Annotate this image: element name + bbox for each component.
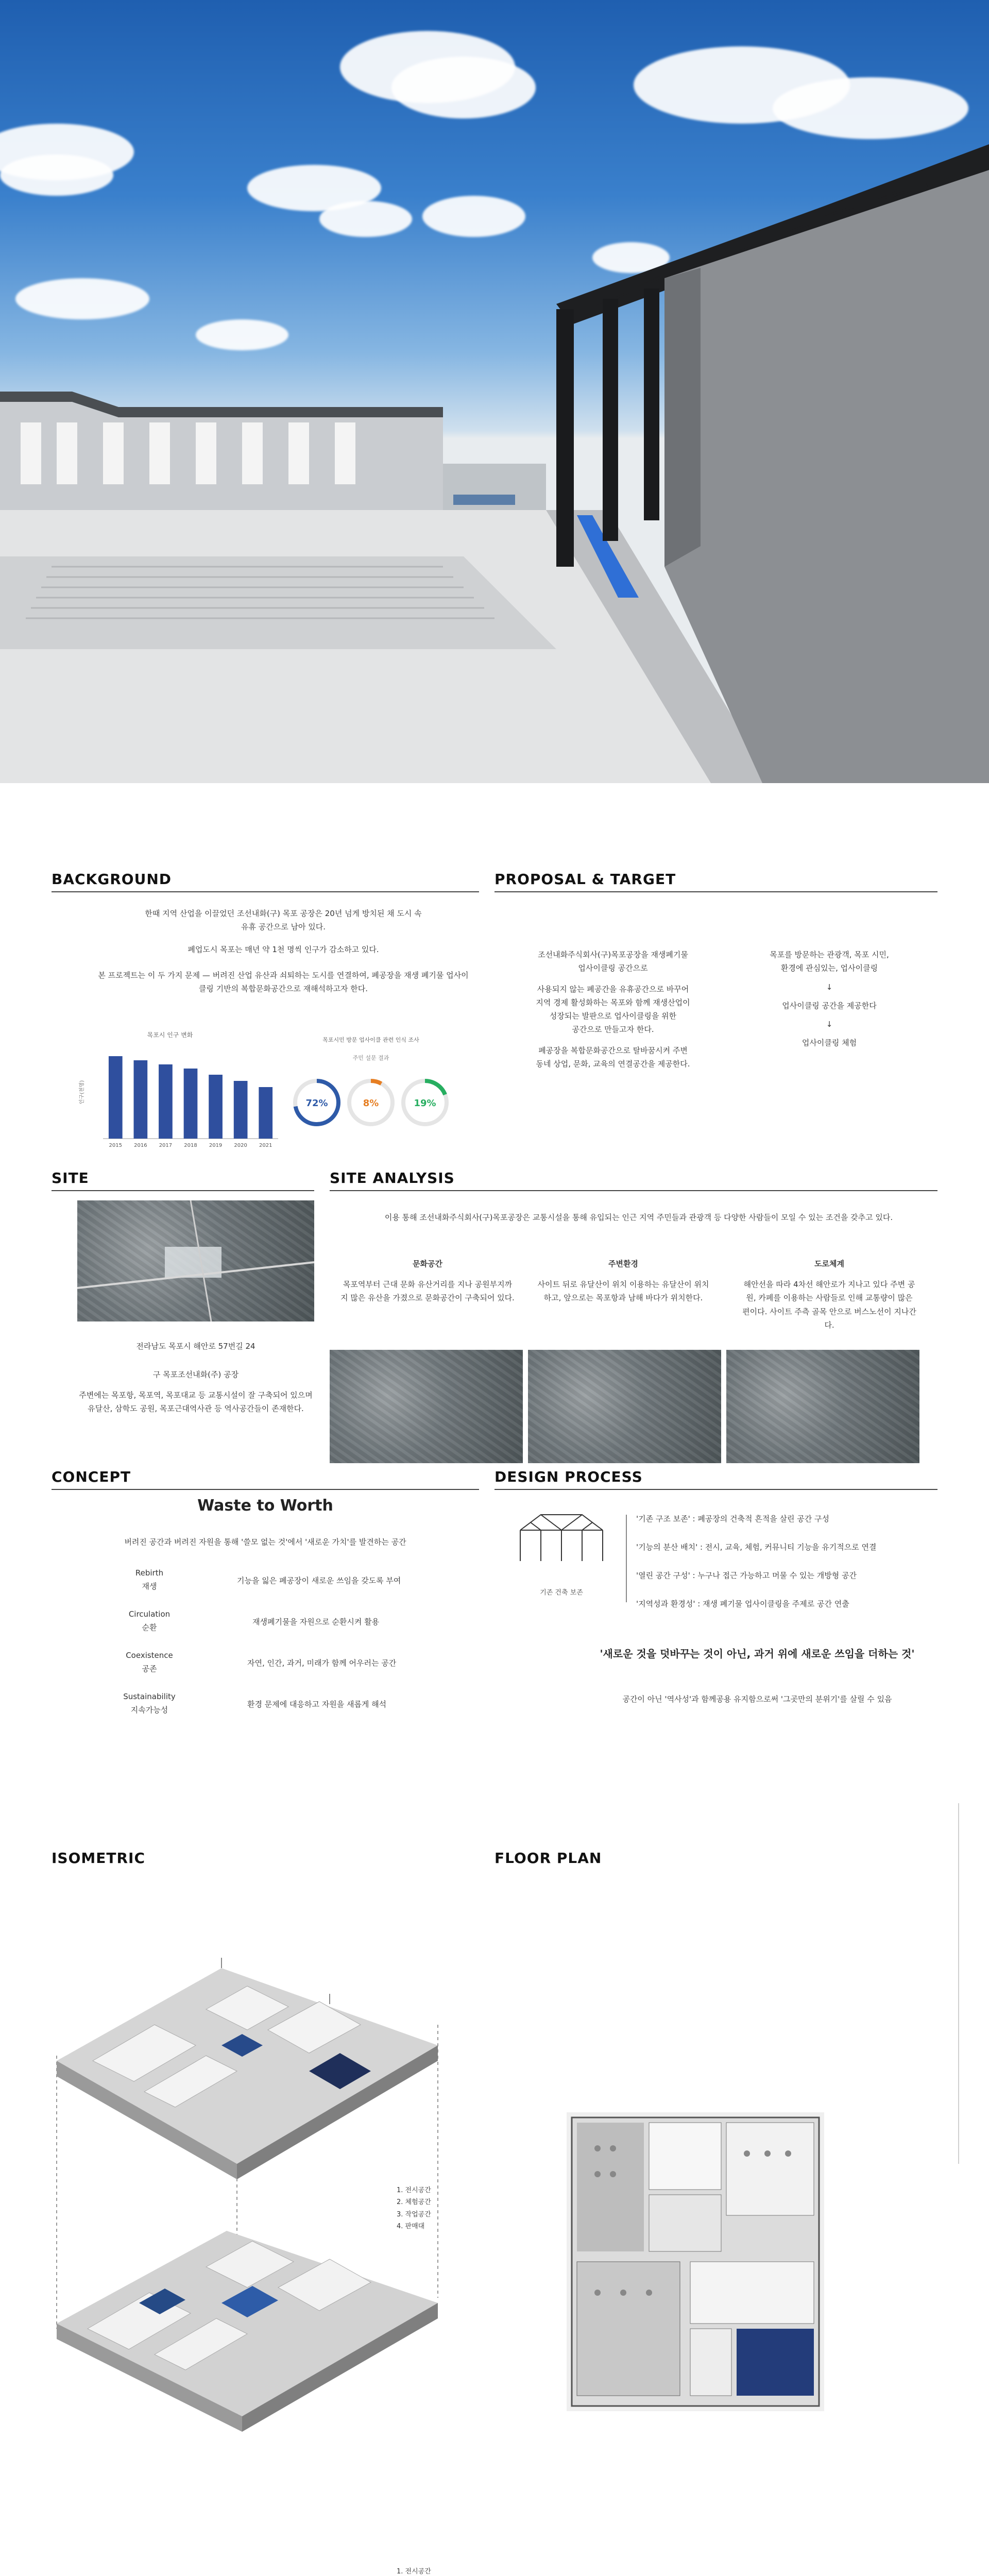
analysis-desc-culture: 목포역부터 근대 문화 유산거리를 지나 공원부지까지 많은 유산을 가졌으로 문화공간이 구축되어 있다. [340, 1280, 515, 1303]
section-title-proposal: PROPOSAL & TARGET [494, 871, 676, 888]
analysis-desc-environment: 사이트 뒤로 유달산이 위치 이용하는 유달산이 위치하고, 앞으로는 목포항과 남해 바다가 위치한다. [537, 1280, 709, 1303]
concept-key: Circulation [128, 1609, 170, 1619]
concept-subtitle: 버려진 공간과 버려진 자원을 통해 '쓸모 없는 것'에서 '새로운 가치'를 발견하는 공간 [124, 1537, 406, 1547]
target-line: 업사이클링 체험 [802, 1038, 857, 1048]
concept-key: Coexistence [126, 1651, 173, 1660]
proposal-line: 성장되는 발판으로 업사이클링을 위한 [549, 1011, 677, 1021]
diagram-label: 기존 건축 보존 [540, 1589, 583, 1597]
hero-building-scene [0, 0, 989, 783]
x-tick-label: 2016 [134, 1143, 147, 1148]
section-title-site-analysis: SITE ANALYSIS [330, 1170, 455, 1187]
concept-value-coexistence: 자연, 인간, 과거, 미래가 함께 어우러는 공간 [247, 1658, 397, 1668]
site-aerial-map [77, 1200, 314, 1321]
proposal-line: 폐공장을 복합문화공간으로 탈바꿈시켜 주변 [538, 1045, 688, 1055]
section-title-design-process: DESIGN PROCESS [494, 1468, 643, 1485]
concept-value-sustainability: 환경 문제에 대응하고 자원을 새롭게 해석 [247, 1700, 387, 1709]
section-rule [52, 1190, 314, 1191]
proposal-line: 공간으로 만들고자 한다. [572, 1025, 654, 1035]
site-address-1: 전라남도 목포시 해안로 57번길 24 [136, 1342, 255, 1351]
population-bar-chart [77, 1036, 283, 1159]
concept-key-korean: 지속가능성 [130, 1705, 168, 1715]
x-tick-label: 2017 [159, 1143, 173, 1148]
bar-chart-title: 목포시 인구 변화 [147, 1031, 193, 1039]
concept-value-rebirth: 기능을 잃은 폐공장이 새로운 쓰임을 갖도록 부여 [237, 1576, 401, 1585]
design-step-2: '기능의 분산 배치' : 전시, 교육, 체험, 커뮤니티 기능을 유기적으로 연결 [636, 1543, 877, 1552]
iso-legend-upper [397, 2184, 500, 2233]
proposal-line: 사용되지 않는 폐공간을 유휴공간으로 바꾸어 [537, 984, 689, 994]
iso-legend-lower [397, 2566, 500, 2576]
concept-key-korean: 재생 [142, 1582, 157, 1591]
concept-key-korean: 공존 [142, 1664, 157, 1674]
section-rule [330, 1190, 937, 1191]
x-tick-label: 2018 [184, 1143, 197, 1148]
analysis-map-environment [528, 1350, 721, 1463]
target-line: 환경에 관심있는, 업사이클링 [780, 963, 878, 973]
proposal-right-text [731, 948, 927, 1050]
design-step-3: '열린 공간 구성' : 누구나 접근 가능하고 머물 수 있는 개방형 공간 [636, 1571, 857, 1580]
concept-key: Rebirth [135, 1568, 164, 1578]
survey-donut-charts [288, 1072, 453, 1144]
target-line: 목포를 방문하는 관광객, 목포 시민, [770, 950, 889, 959]
concept-key-coexistence [103, 1649, 196, 1676]
proposal-line: 조선내화주식회사(구)목포공장을 재생폐기물 [538, 950, 688, 959]
concept-key-circulation [103, 1607, 196, 1635]
background-paragraph-2: 폐업도시 목포는 매년 약 1천 명씩 인구가 감소하고 있다. [187, 945, 379, 954]
site-analysis-intro: 이용 통해 조선내화주식회사(구)목포공장은 교통시설을 통해 유입되는 인근 지역 주민들과 관광객 등 다양한 사람들이 모일 수 있는 조건을 갖추고 있다. [384, 1213, 893, 1222]
arrow-down-icon: ↓ [826, 982, 833, 992]
concept-key-korean: 순환 [142, 1623, 157, 1633]
x-tick-label: 2019 [209, 1143, 223, 1148]
concept-key: Sustainability [123, 1692, 176, 1701]
section-rule [494, 1489, 937, 1490]
donut-chart-subtitle: 주민 설문 결과 [352, 1055, 389, 1061]
donut-chart-title: 목포시민 방문 업사이클 관련 인식 조사 [322, 1037, 419, 1043]
background-paragraph-1: 한때 지역 산업을 이끌었던 조선내화(구) 목포 공장은 20년 넘게 방치된 채 도시 속 유휴 공간으로 남아 있다. [145, 909, 422, 932]
legend-item: 2. 체험공간 [397, 2198, 431, 2207]
design-slogan: '새로운 것을 덧바꾸는 것이 아닌, 과거 위에 새로운 쓰임을 더하는 것' [600, 1648, 915, 1660]
concept-key-rebirth [103, 1566, 196, 1594]
concept-value-circulation: 재생폐기물을 자원으로 순환시켜 활용 [252, 1617, 380, 1626]
proposal-line: 업사이클링 공간으로 [578, 963, 648, 973]
analysis-title-environment: 주변환경 [608, 1259, 638, 1268]
site-description: 주변에는 목포항, 목포역, 목포대교 등 교통시설이 잘 구축되어 있으며 유달산, 삼학도 공원, 목포근대역사관 등 역사공간들이 존재한다. [79, 1391, 313, 1414]
legend-item: 1. 전시공간 [397, 2187, 431, 2194]
bar-2017 [159, 1064, 173, 1139]
section-title-isometric: ISOMETRIC [52, 1850, 146, 1867]
hero-render-image [0, 0, 989, 783]
analysis-desc-road: 해안선을 따라 4차선 해안로가 지나고 있다 주변 공원, 카페를 이용하는 사람들로 인해 교통량이 많은 편이다. 사이트 주측 골목 안으로 버스노선이 지나간다. [742, 1280, 916, 1330]
legend-item: 1. 전시공간 [397, 2568, 431, 2575]
bar-2018 [184, 1069, 198, 1139]
proposal-left-text [505, 948, 721, 1071]
x-tick-label: 2020 [234, 1143, 247, 1148]
analysis-map-culture [330, 1350, 523, 1463]
arrow-down-icon: ↓ [826, 1020, 833, 1029]
donut-label: 72% [305, 1098, 328, 1109]
analysis-map-road [726, 1350, 919, 1463]
design-step-1: '기존 구조 보존' : 폐공장의 건축적 흔적을 살린 공간 구성 [636, 1514, 829, 1523]
section-title-floor-plan: FLOOR PLAN [494, 1850, 602, 1867]
donut-label: 19% [414, 1098, 436, 1109]
analysis-title-road: 도로체계 [814, 1259, 844, 1268]
page-edge-line [958, 1803, 959, 2164]
concept-key-sustainability [103, 1690, 196, 1717]
proposal-line: 지역 경제 활성화하는 목포와 함께 재생산업이 [536, 997, 690, 1007]
bar-2019 [209, 1075, 223, 1139]
bar-2015 [109, 1056, 123, 1139]
proposal-line: 동네 상업, 문화, 교육의 연결공간을 제공한다. [536, 1059, 690, 1069]
legend-item: 4. 판매대 [397, 2223, 425, 2231]
steps-connector-line [626, 1515, 627, 1602]
y-axis-label: 인구(천명) [79, 1080, 85, 1105]
x-tick-label: 2015 [109, 1143, 123, 1148]
donut-label: 8% [363, 1098, 379, 1109]
bar-2016 [134, 1060, 148, 1139]
bar-2020 [234, 1081, 248, 1139]
section-rule [52, 891, 479, 892]
x-tick-label: 2021 [259, 1143, 272, 1148]
section-rule [52, 1489, 479, 1490]
truss-structure-diagram [510, 1504, 613, 1577]
site-address-2: 구 목포조선내화(주) 공장 [152, 1370, 239, 1379]
section-title-concept: CONCEPT [52, 1468, 131, 1485]
section-rule [494, 891, 937, 892]
bar-2021 [259, 1087, 272, 1139]
design-closing: 공간이 아닌 '역사성'과 함께공용 유지함으로써 '그곳만의 분위기'를 살릴 수 있음 [622, 1694, 892, 1704]
legend-item: 3. 작업공간 [397, 2210, 431, 2218]
concept-title: Waste to Worth [197, 1497, 333, 1515]
design-step-4: '지역성과 환경성' : 재생 폐기물 업사이클링을 주제로 공간 연출 [636, 1599, 849, 1608]
section-title-background: BACKGROUND [52, 871, 172, 888]
analysis-title-culture: 문화공간 [413, 1259, 442, 1268]
target-line: 업사이클링 공간을 제공한다 [782, 1001, 877, 1010]
section-title-site: SITE [52, 1170, 89, 1187]
background-paragraph-3: 본 프로젝트는 이 두 가지 문제 — 버려진 산업 유산과 쇠퇴하는 도시를 연결하여, 폐공장을 재생 폐기물 업사이클링 기반의 복합문화공간으로 재해석하고자 한다. [98, 971, 469, 994]
floor-plan-drawing [567, 2112, 824, 2411]
